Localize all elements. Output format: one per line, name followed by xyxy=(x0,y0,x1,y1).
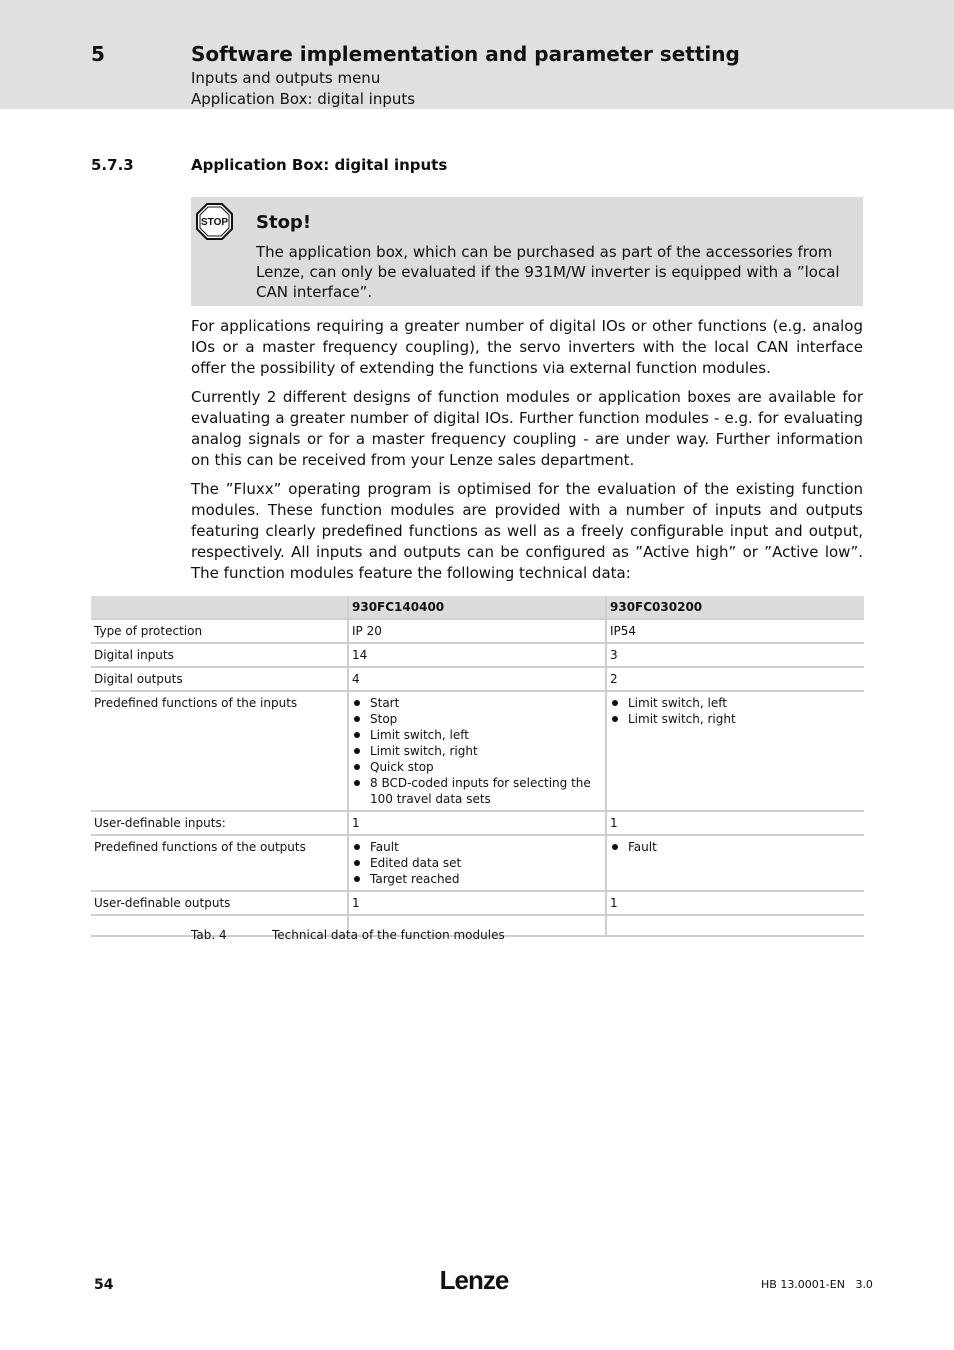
row-value-col1: IP 20 xyxy=(348,619,606,643)
row-value-col1 xyxy=(348,835,606,891)
row-value-col2 xyxy=(606,835,864,891)
table-header-label xyxy=(91,596,348,619)
list-item: Target reached xyxy=(352,871,602,887)
paragraph-2: Currently 2 different designs of function modules or application boxes are available for evaluating a greater number of digital IOs. Further function modules - e.g. for evaluating analog signals or for a master frequency coupling - are under way. Further information on this can be received from your Lenze sales department. xyxy=(191,388,863,469)
table-header-col2: 930FC030200 xyxy=(606,596,864,619)
table-row xyxy=(91,691,864,811)
list-item: Limit switch, right xyxy=(352,743,602,759)
tech-data-table xyxy=(91,596,864,937)
stop-icon-text: STOP xyxy=(200,217,229,228)
table-header-col1: 930FC140400 xyxy=(348,596,606,619)
row-value-col1: 1 xyxy=(348,891,606,915)
row-label: Digital outputs xyxy=(91,667,348,691)
table-row xyxy=(91,835,864,891)
stop-text: The application box, which can be purchased as part of the accessories from Lenze, can only be evaluated if the 931M/W inverter is equipped with a ”local CAN interface”. xyxy=(256,243,840,301)
lenze-logo xyxy=(434,1265,514,1295)
table-row xyxy=(91,891,864,915)
empty-cell xyxy=(606,915,864,936)
table-caption-text: Technical data of the function modules xyxy=(272,928,505,942)
stop-heading: Stop! xyxy=(256,212,312,233)
table-header-row xyxy=(91,596,864,619)
chapter-title: Software implementation and parameter setting xyxy=(191,42,740,66)
stop-sign-icon xyxy=(196,203,233,240)
list-item: Fault xyxy=(352,839,602,855)
row-label: Digital inputs xyxy=(91,643,348,667)
bullet-list xyxy=(352,839,602,887)
table-row xyxy=(91,811,864,835)
list-item: Limit switch, right xyxy=(610,711,861,727)
logo-text: Lenze xyxy=(439,1265,509,1295)
list-item: Limit switch, left xyxy=(352,727,602,743)
bullet-list xyxy=(352,695,602,807)
list-item: 8 BCD-coded inputs for selecting the 100 travel data sets xyxy=(352,775,602,807)
row-label: Type of protection xyxy=(91,619,348,643)
row-label: Predefined functions of the inputs xyxy=(91,691,348,811)
table-row xyxy=(91,643,864,667)
row-value-col1: 1 xyxy=(348,811,606,835)
table-caption-number: Tab. 4 xyxy=(191,928,227,942)
header-subtitle-2: Application Box: digital inputs xyxy=(191,90,416,108)
list-item: Edited data set xyxy=(352,855,602,871)
row-label: User-definable outputs xyxy=(91,891,348,915)
row-value-col1: 14 xyxy=(348,643,606,667)
row-value-col2: 3 xyxy=(606,643,864,667)
table-row xyxy=(91,667,864,691)
list-item: Quick stop xyxy=(352,759,602,775)
row-value-col1: 4 xyxy=(348,667,606,691)
bullet-list xyxy=(610,839,861,855)
row-value-col2: IP54 xyxy=(606,619,864,643)
paragraph-1: For applications requiring a greater number of digital IOs or other functions (e.g. analog IOs or a master frequency coupling), the servo inverters with the local CAN interface offer the possibility of extending the functions via external function modules. xyxy=(191,317,863,377)
list-item: Stop xyxy=(352,711,602,727)
list-item: Fault xyxy=(610,839,861,855)
list-item: Start xyxy=(352,695,602,711)
row-value-col2: 2 xyxy=(606,667,864,691)
section-number: 5.7.3 xyxy=(91,156,134,174)
bullet-list xyxy=(610,695,861,727)
list-item: Limit switch, left xyxy=(610,695,861,711)
row-value-col2 xyxy=(606,691,864,811)
row-value-col2: 1 xyxy=(606,891,864,915)
row-value-col2: 1 xyxy=(606,811,864,835)
row-value-col1 xyxy=(348,691,606,811)
header-subtitle-1: Inputs and outputs menu xyxy=(191,69,381,87)
document-id: HB 13.0001-EN 3.0 xyxy=(761,1278,873,1291)
row-label: User-definable inputs: xyxy=(91,811,348,835)
paragraph-3: The ”Fluxx” operating program is optimised for the evaluation of the existing function modules. These function modules are provided with a number of inputs and outputs featuring clearly predefined functions as well as a freely configurable input and output, respectively. All inputs and outputs can be configured as ”Active high” or ”Active low”. The function modules feature the following technical data: xyxy=(191,480,863,582)
page-number: 54 xyxy=(94,1277,114,1293)
chapter-number: 5 xyxy=(91,42,105,66)
section-title: Application Box: digital inputs xyxy=(191,156,448,174)
table-row xyxy=(91,619,864,643)
row-label: Predefined functions of the outputs xyxy=(91,835,348,891)
